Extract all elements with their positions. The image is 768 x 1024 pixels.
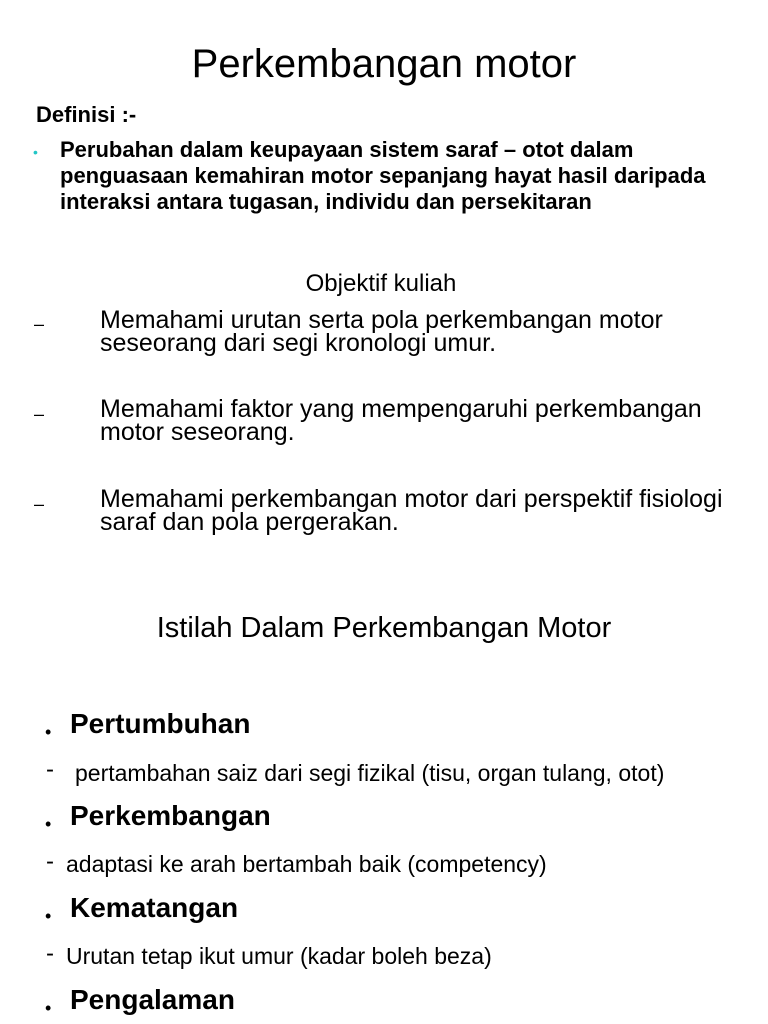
objective-text: Memahami perkembangan motor dari perspektif fisiologi saraf dan pola pergerakan. [100,485,723,536]
definition-text: Perubahan dalam keupayaan sistem saraf – otot dalam penguasaan kemahiran motor sepanjang hayat hasil daripada interaksi antara tugasan, individu dan persekitaran [60,137,706,214]
term-bullet: • [45,998,52,1018]
term-definition: adaptasi ke arah bertambah baik (competency) [66,851,547,877]
objective-text: Memahami faktor yang mempengaruhi perkembangan motor seseorang. [100,395,702,446]
term-definition: pertambahan saiz dari segi fizikal (tisu, organ tulang, otot) [75,760,665,786]
objective-dash: – [34,404,45,424]
objectives-heading: Objektif kuliah [305,270,457,297]
terms-heading: Istilah Dalam Perkembangan Motor [156,612,612,644]
term-dash: - [46,848,54,875]
term-dash: - [46,940,54,967]
definition-bullet: • [33,144,38,160]
term-name: Perkembangan [70,800,271,831]
term-bullet: • [45,814,52,834]
term-definition: Urutan tetap ikut umur (kadar boleh beza) [66,943,492,969]
term-name: Kematangan [70,892,239,923]
definition-label: Definisi :- [36,102,137,127]
objective-text: Memahami urutan serta pola perkembangan motor seseorang dari segi kronologi umur. [100,306,663,357]
term-name: Pertumbuhan [70,708,251,739]
objective-dash: – [34,494,45,514]
objective-dash: – [34,314,45,334]
term-bullet: • [45,722,52,742]
page-title: Perkembangan motor [191,42,577,86]
term-dash: - [46,756,54,783]
term-name: Pengalaman [70,984,235,1015]
term-bullet: • [45,906,52,926]
